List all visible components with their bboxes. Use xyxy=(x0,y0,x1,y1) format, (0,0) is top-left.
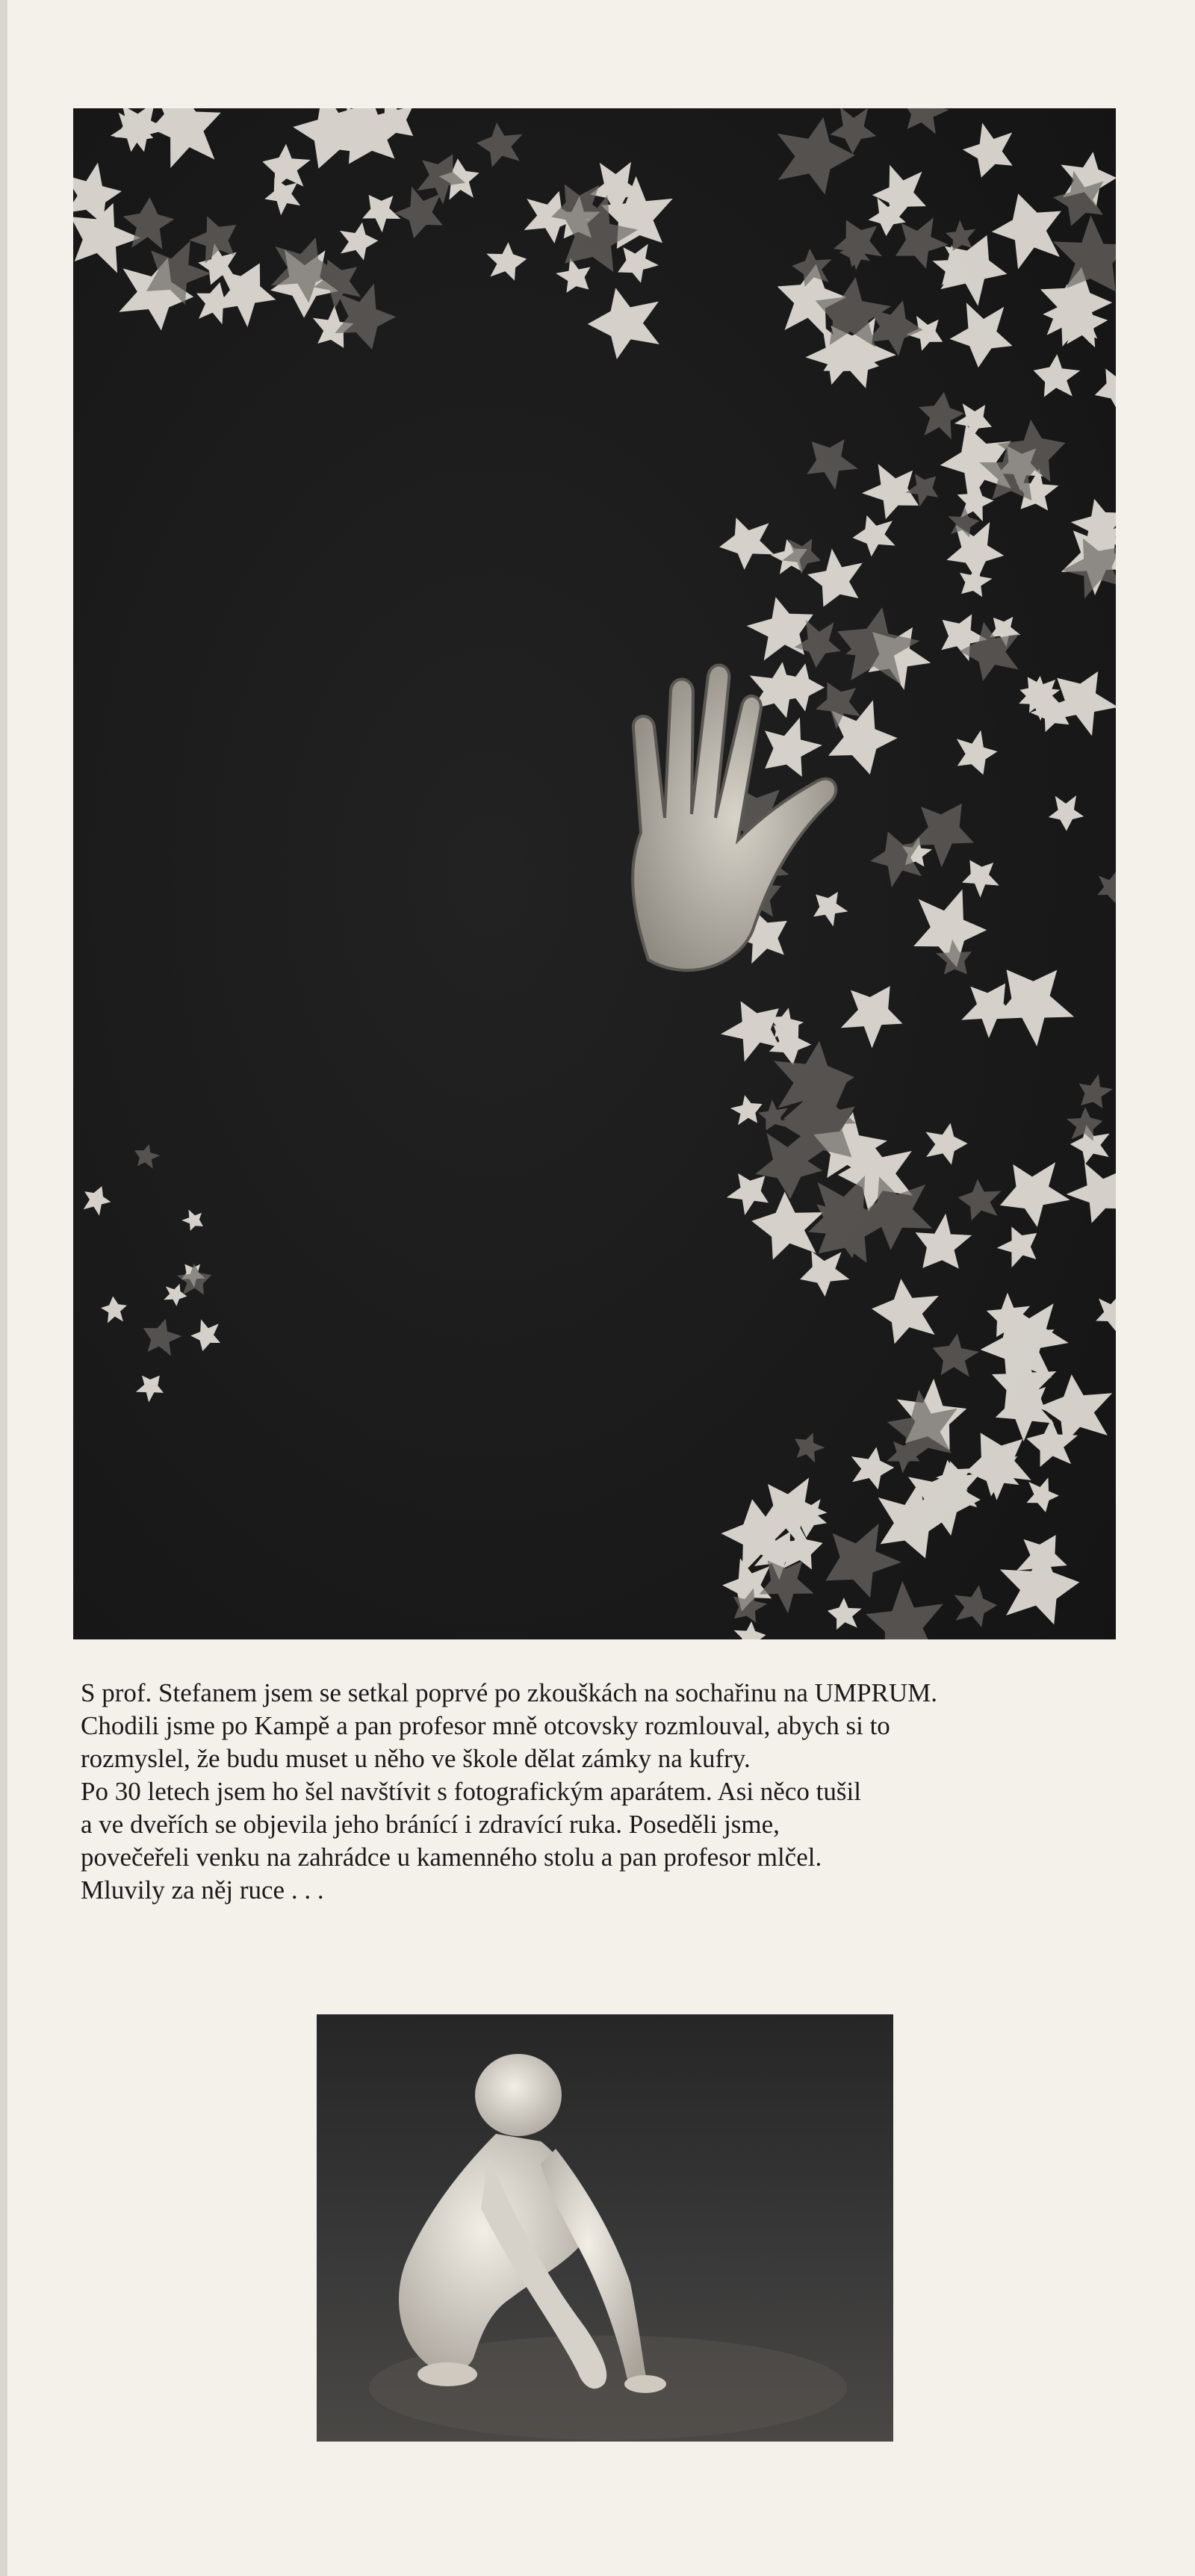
top-photograph xyxy=(73,108,1116,1639)
bottom-photograph xyxy=(317,2014,893,2442)
caption-line: Mluvily za něj ruce . . . xyxy=(81,1875,324,1905)
sculpture-photo xyxy=(317,2014,893,2442)
caption-line: povečeřeli venku na zahrádce u kamenného stolu a pan profesor mlčel. xyxy=(81,1843,822,1872)
caption-text xyxy=(81,1677,1141,1907)
caption-line: S prof. Stefanem jsem se setkal poprvé po zkouškách na sochařinu na UMPRUM. xyxy=(81,1678,938,1707)
caption-line: Chodili jsme po Kampě a pan profesor mně otcovsky rozmlouval, abych si to xyxy=(81,1711,890,1740)
ivy-hand-photo xyxy=(73,108,1116,1639)
caption-line: Po 30 letech jsem ho šel navštívit s fotografickým aparátem. Asi něco tušil xyxy=(81,1777,861,1806)
page-edge xyxy=(0,0,7,2576)
caption-line: rozmyslel, že budu muset u něho ve škole dělat zámky na kufry. xyxy=(81,1744,751,1773)
caption-line: a ve dveřích se objevila jeho bránící i zdravící ruka. Poseděli jsme, xyxy=(81,1810,780,1839)
